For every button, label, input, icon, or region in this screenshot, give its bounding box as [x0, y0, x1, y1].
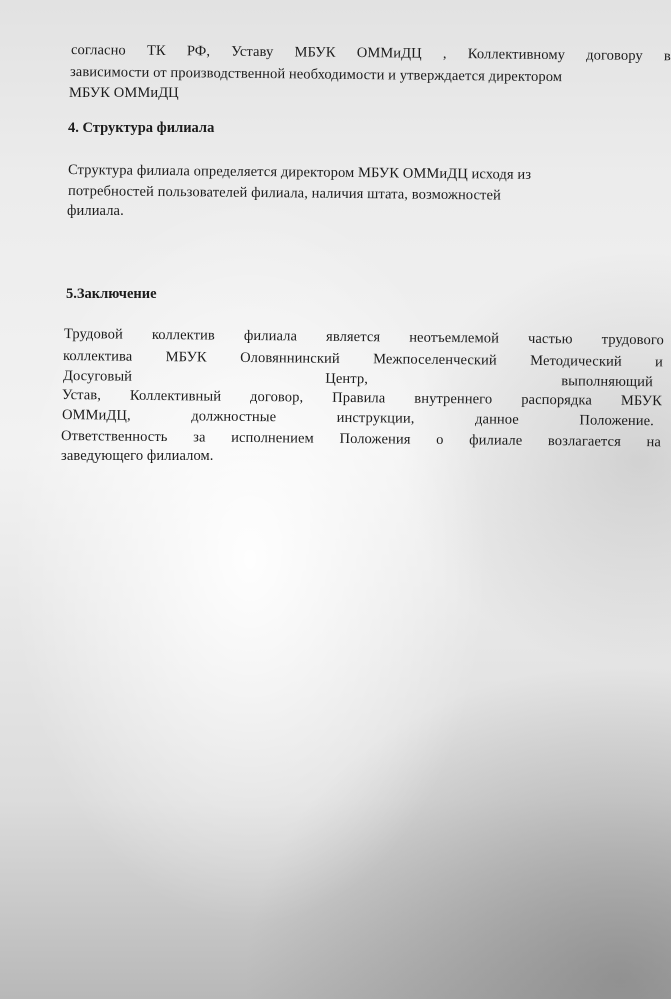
section-5-line-1: Трудовой коллектив филиала является неотъемлемой частью трудового [63, 326, 664, 349]
section-5-line-7: заведующего филиалом. [61, 448, 214, 464]
intro-line-2: зависимости от производственной необходимости и утверждается директором [69, 64, 563, 86]
intro-line-1: согласно ТК РФ, Уставу МБУК ОММиДЦ , Коллективному договору в [70, 42, 671, 65]
section-5-line-4: Устав, Коллективный договор, Правила внутреннего распорядка МБУК [61, 387, 663, 410]
section-4-line-2: потребностей пользователей филиала, наличия штата, возможностей [67, 183, 502, 204]
section-5-line-3: Досуговый Центр, выполняющий [62, 368, 654, 391]
section-5-heading: 5.Заключение [66, 286, 157, 302]
section-4-line-3: филиала. [67, 203, 124, 219]
section-4-line-1: Структура филиала определяется директором МБУК ОММиДЦ исходя из [67, 162, 532, 183]
section-5-line-5: ОММиДЦ, должностные инструкции, данное Положение. [61, 407, 655, 430]
section-5-line-2: коллектива МБУК Оловяннинский Межпоселенческий Методический и [62, 348, 664, 371]
section-5-line-6: Ответственность за исполнением Положения о филиале возлагается на [60, 428, 662, 451]
intro-line-3: МБУК ОММиДЦ [69, 85, 179, 101]
section-4-heading: 4. Структура филиала [68, 120, 215, 136]
